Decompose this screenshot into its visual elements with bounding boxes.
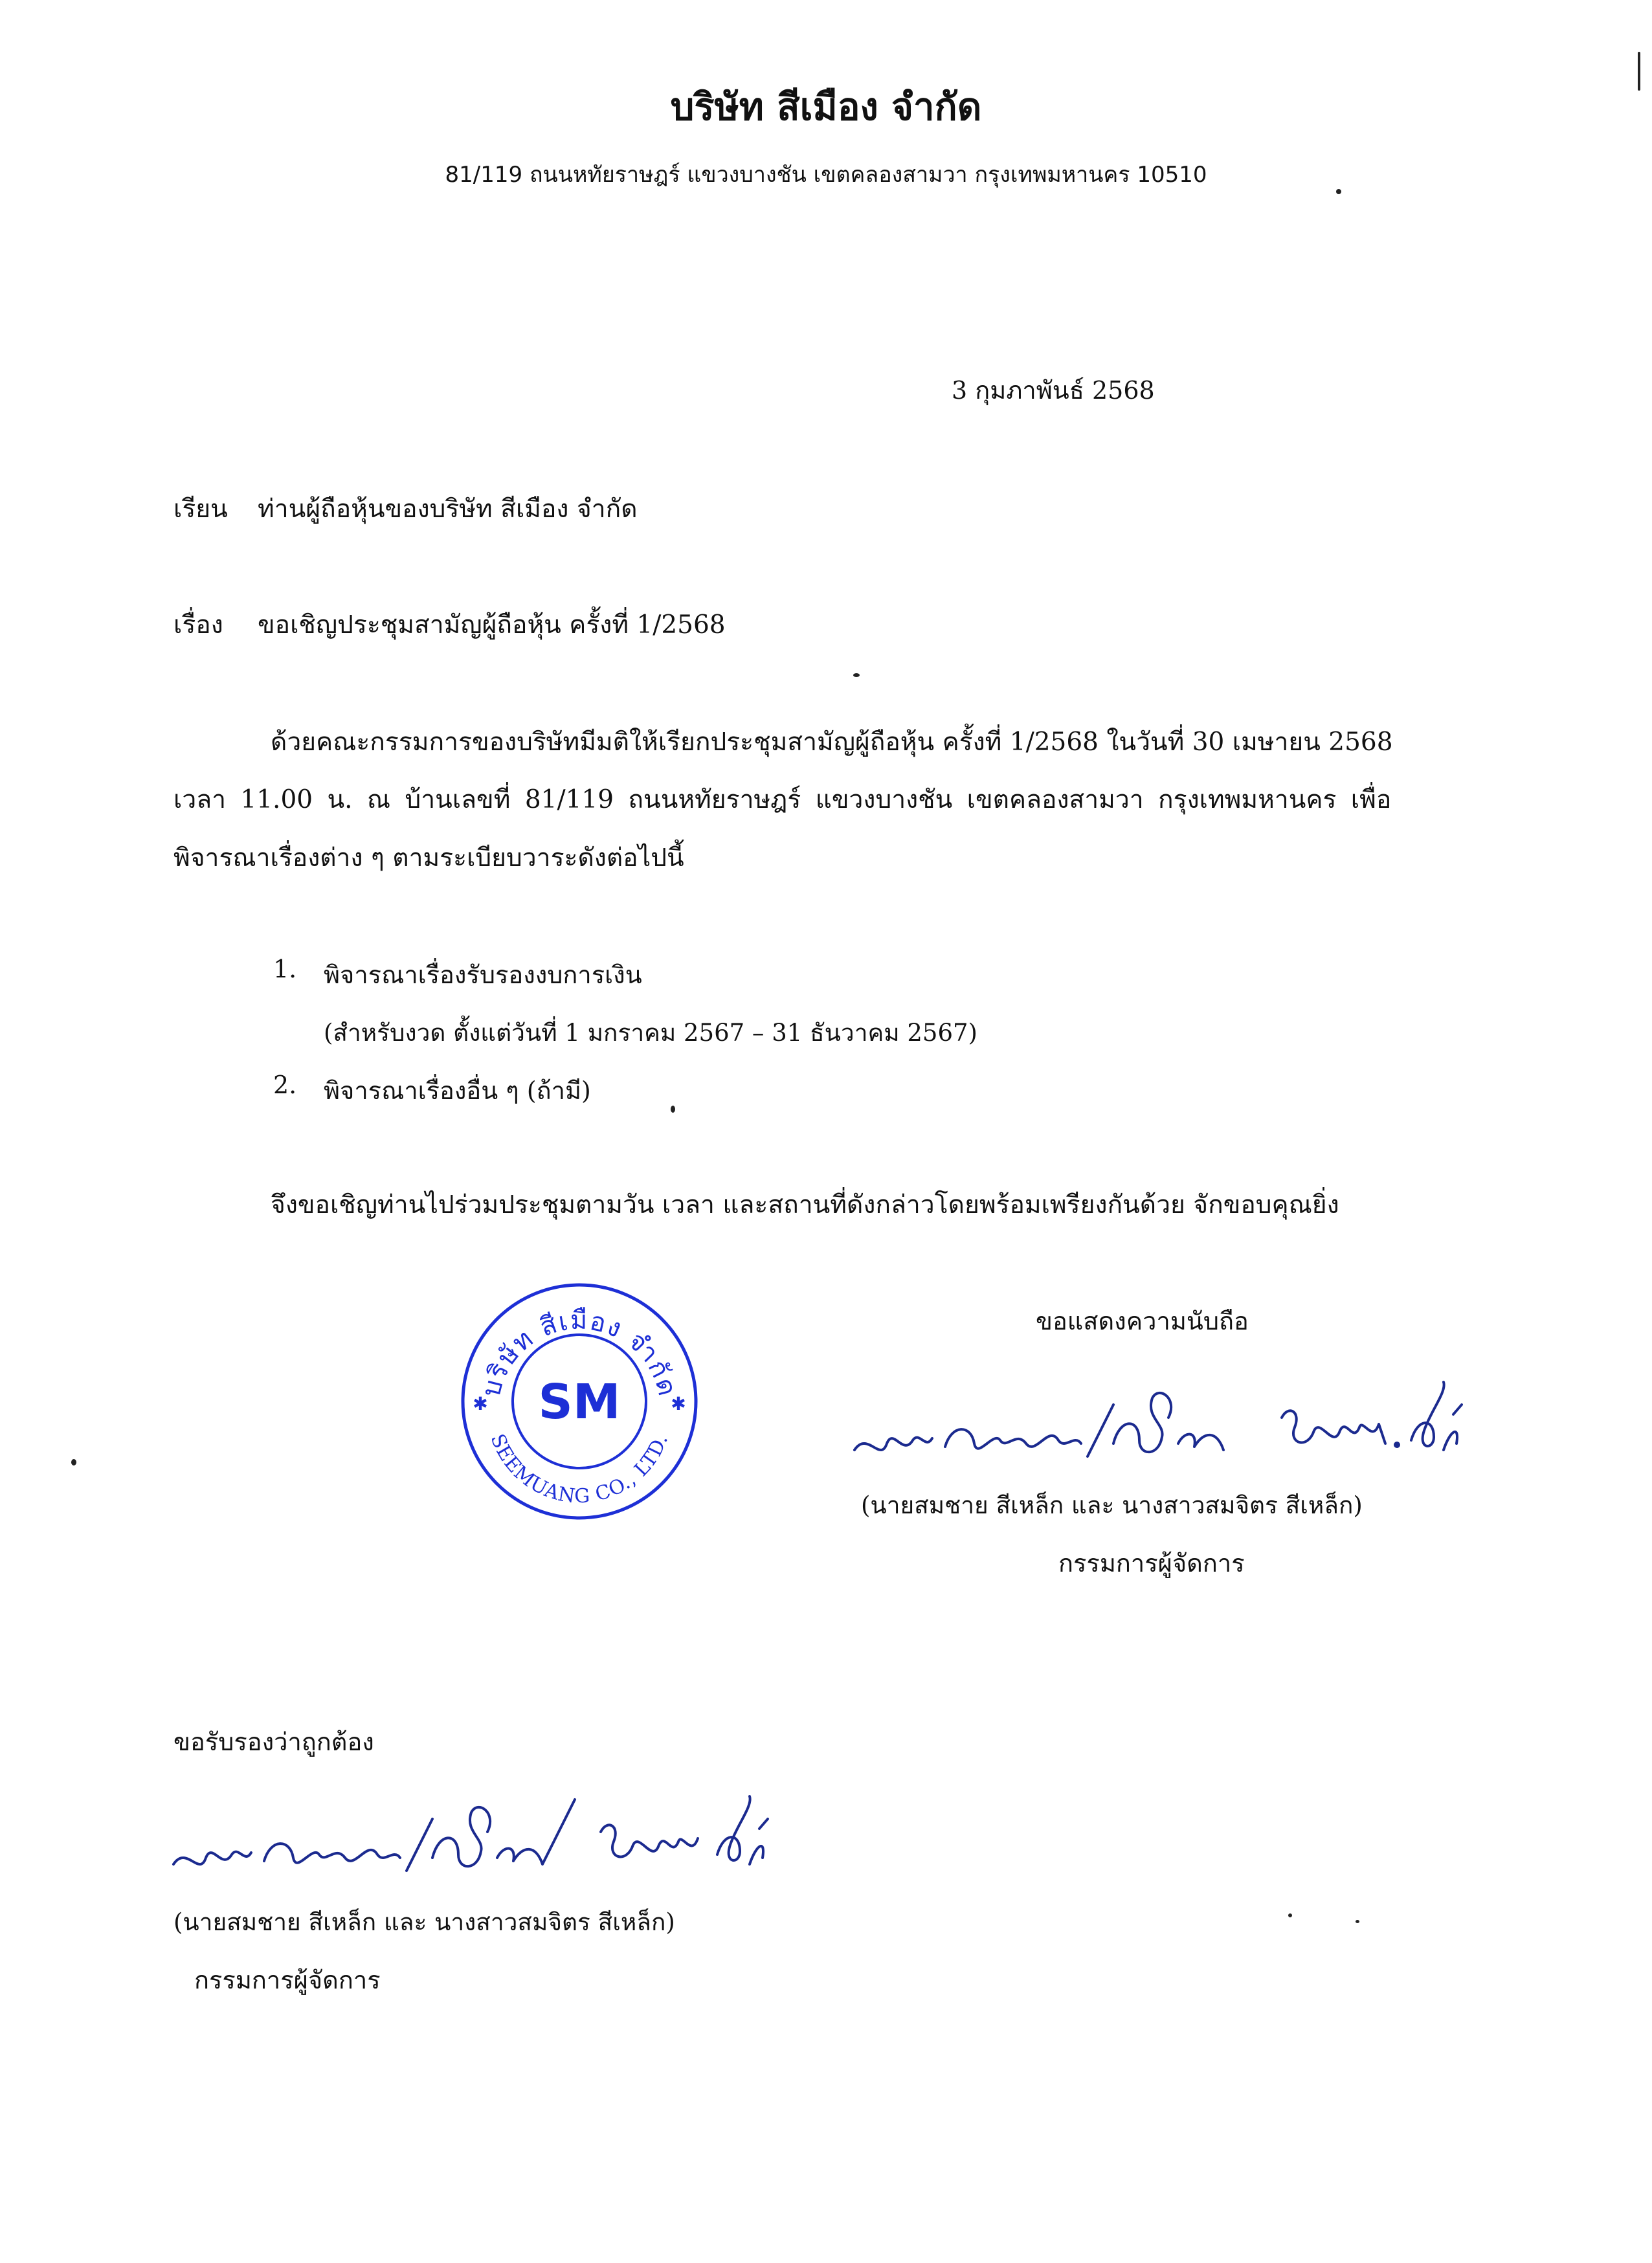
body-paragraph-line: พิจารณาเรื่องต่าง ๆ ตามระเบียบวาระดังต่อไปนี้	[173, 843, 684, 873]
certification-title: กรรมการผู้จัดการ	[194, 1966, 381, 1994]
seal-thai-name: บริษัท สีเมือง จำกัด	[476, 1305, 683, 1400]
scan-speck	[1356, 1920, 1359, 1923]
svg-text:✱: ✱	[671, 1393, 686, 1414]
signatory-names: (นายสมชาย สีเหล็ก และ นางสาวสมจิตร สีเหล็ก)	[861, 1491, 1363, 1519]
handwritten-signature	[842, 1379, 1463, 1476]
agenda-item-text: พิจารณาเรื่องอื่น ๆ (ถ้ามี)	[324, 1076, 591, 1105]
signatory-title: กรรมการผู้จัดการ	[1058, 1549, 1245, 1577]
seal-initials: SM	[538, 1374, 621, 1430]
seal-english-name: SEEMUANG CO., LTD.	[486, 1431, 673, 1508]
svg-text:✱: ✱	[473, 1393, 488, 1414]
agenda-item-detail: (สำหรับงวด ตั้งแต่วันที่ 1 มกราคม 2567 – 31 ธันวาคม 2567)	[324, 1019, 977, 1047]
certification-label: ขอรับรองว่าถูกต้อง	[173, 1728, 374, 1756]
scan-speck	[853, 673, 860, 677]
subject-label: เรื่อง	[173, 610, 223, 640]
salutation-text: ท่านผู้ถือหุ้นของบริษัท สีเมือง จำกัด	[258, 495, 638, 524]
subject-text: ขอเชิญประชุมสามัญผู้ถือหุ้น ครั้งที่ 1/2568	[258, 610, 726, 640]
regards-line: ขอแสดงความนับถือ	[1036, 1307, 1249, 1335]
salutation	[173, 489, 638, 529]
agenda-item-number: 1.	[273, 955, 297, 983]
agenda-item-text: พิจารณาเรื่องรับรองงบการเงิน	[324, 961, 642, 989]
company-address: 81/119 ถนนหทัยราษฎร์ แขวงบางชัน เขตคลองสามวา กรุงเทพมหานคร 10510	[445, 162, 1207, 188]
handwritten-signature	[161, 1787, 782, 1890]
company-seal-icon	[458, 1280, 700, 1522]
salutation-label: เรียน	[173, 495, 228, 524]
scan-speck	[671, 1106, 675, 1113]
scan-speck	[1638, 52, 1640, 91]
body-paragraph-line: ด้วยคณะกรรมการของบริษัทมีมติให้เรียกประชุมสามัญผู้ถือหุ้น ครั้งที่ 1/2568 ในวันที่ 30 เมษายน 2568	[271, 728, 1393, 757]
letter-date: 3 กุมภาพันธ์ 2568	[952, 376, 1155, 405]
scan-speck	[1336, 189, 1341, 194]
closing-sentence: จึงขอเชิญท่านไปร่วมประชุมตามวัน เวลา และสถานที่ดังกล่าวโดยพร้อมเพรียงกันด้วย จักขอบคุณยิ่ง	[271, 1190, 1339, 1220]
agenda-item-number: 2.	[273, 1071, 297, 1099]
body-paragraph-line: เวลา 11.00 น. ณ บ้านเลขที่ 81/119 ถนนหทัยราษฎร์ แขวงบางชัน เขตคลองสามวา กรุงเทพมหานคร เพื่อ	[173, 785, 1392, 814]
certification-names: (นายสมชาย สีเหล็ก และ นางสาวสมจิตร สีเหล็ก)	[173, 1908, 675, 1936]
company-name: บริษัท สีเมือง จำกัด	[670, 85, 982, 129]
scan-speck	[71, 1459, 76, 1466]
scan-speck	[1288, 1913, 1292, 1917]
subject	[173, 605, 726, 645]
